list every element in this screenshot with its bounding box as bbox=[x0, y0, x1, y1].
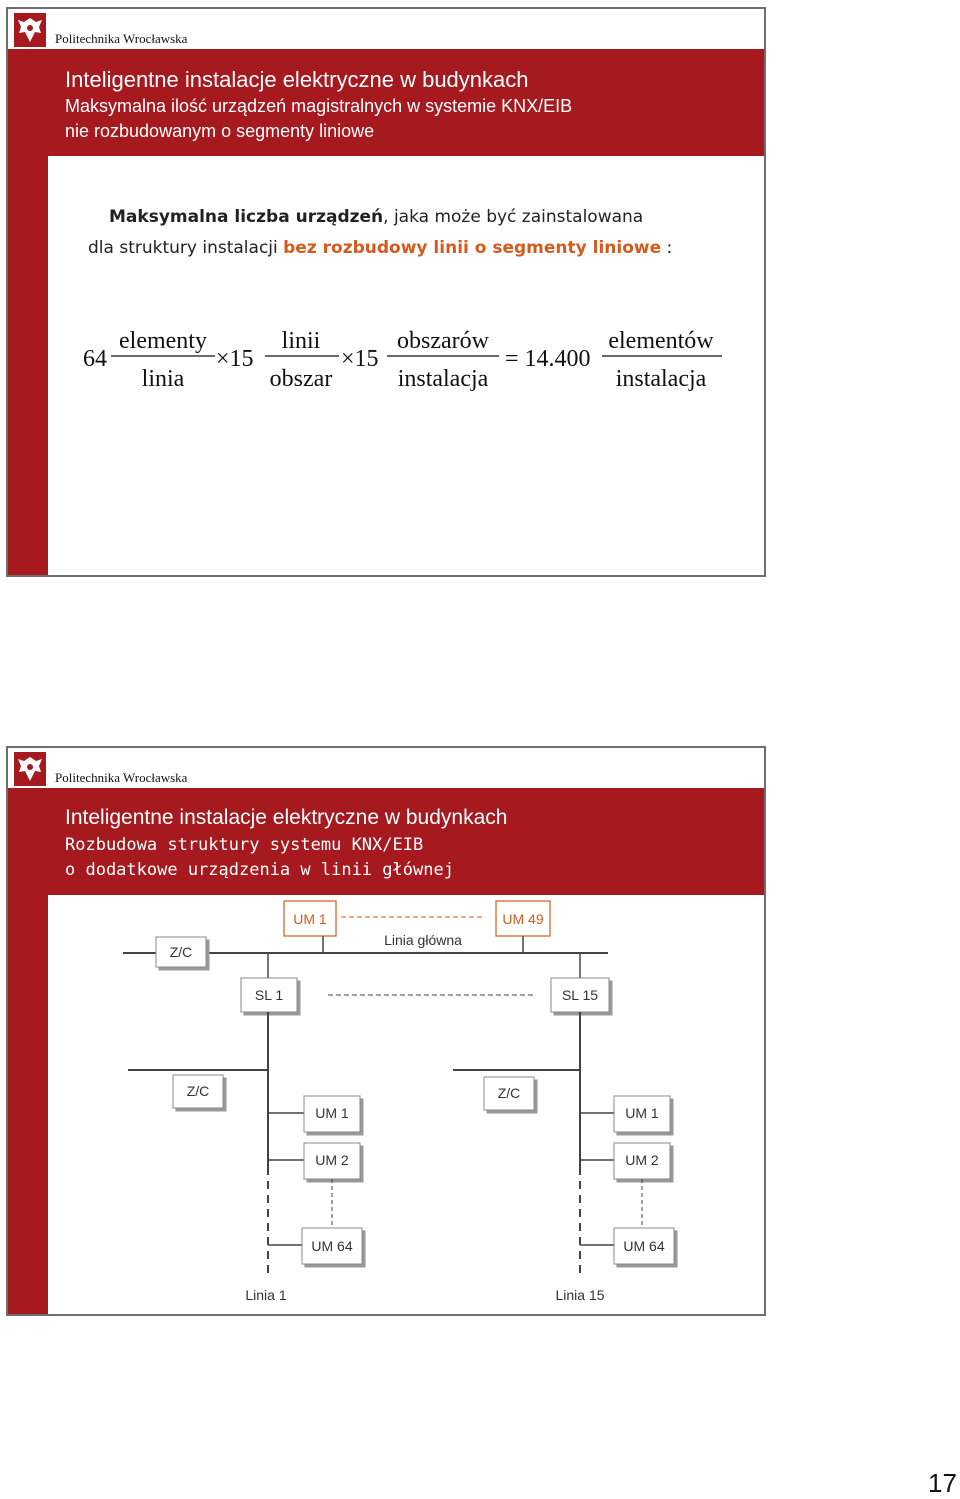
um-main-left-label: UM 1 bbox=[293, 911, 327, 927]
intro-highlight: bez rozbudowy linii o segmenty liniowe bbox=[283, 238, 662, 258]
formula-frac1-num: elementy bbox=[119, 329, 207, 354]
intro-bold: Maksymalna liczba urządzeń bbox=[109, 207, 384, 227]
um2-left-label: UM 2 bbox=[315, 1152, 349, 1168]
formula-frac2-den: obszar bbox=[269, 366, 333, 392]
university-name: Politechnika Wrocławska bbox=[55, 31, 188, 46]
line-15-label: Linia 15 bbox=[555, 1287, 605, 1303]
um1-left-label: UM 1 bbox=[315, 1105, 349, 1121]
sl-right-label: SL 15 bbox=[561, 987, 599, 1003]
zc-left-label: Z/C bbox=[186, 1083, 210, 1099]
slide-subtitle-line-1: Rozbudowa struktury systemu KNX/EIB bbox=[65, 835, 424, 855]
zc-right-label: Z/C bbox=[497, 1085, 521, 1101]
um-main-right-label: UM 49 bbox=[502, 911, 544, 927]
um64-right-label: UM 64 bbox=[623, 1238, 665, 1254]
formula-equals: = 14.400 bbox=[505, 346, 591, 372]
formula-times-1: ×15 bbox=[216, 346, 254, 372]
slide-2 bbox=[6, 746, 766, 1316]
formula-frac4-den: instalacja bbox=[615, 366, 707, 392]
slide-1 bbox=[6, 7, 766, 577]
sl-left-label: SL 1 bbox=[254, 987, 284, 1003]
zc-main-label: Z/C bbox=[169, 944, 193, 960]
formula-times-2: ×15 bbox=[341, 346, 379, 372]
sidebar-stripe bbox=[8, 788, 48, 1314]
slide-banner bbox=[48, 49, 764, 156]
slide-title: Inteligentne instalacje elektryczne w budynkach bbox=[65, 806, 508, 829]
formula-frac4-num: elementów bbox=[608, 329, 714, 354]
slide-title: Inteligentne instalacje elektryczne w budynkach bbox=[65, 67, 529, 92]
um64-left-label: UM 64 bbox=[311, 1238, 353, 1254]
intro-text bbox=[88, 202, 758, 264]
university-name: Politechnika Wrocławska bbox=[55, 770, 188, 785]
um1-right-label: UM 1 bbox=[625, 1105, 659, 1121]
formula-frac2-num: linii bbox=[281, 329, 321, 354]
slide-banner bbox=[48, 788, 764, 895]
um2-right-label: UM 2 bbox=[625, 1152, 659, 1168]
page-number: 17 bbox=[928, 1468, 957, 1498]
slide-subtitle-line-2: nie rozbudowanym o segmenty liniowe bbox=[65, 121, 375, 141]
intro-text-2: dla struktury instalacji bbox=[88, 238, 284, 258]
intro-text-1: , jaka może być zainstalowana bbox=[383, 207, 644, 227]
university-logo-icon bbox=[14, 13, 46, 47]
main-line-label: Linia główna bbox=[384, 932, 462, 948]
formula-coef: 64 bbox=[83, 346, 107, 372]
formula-frac3-num: obszarów bbox=[397, 329, 489, 354]
line-1-label: Linia 1 bbox=[245, 1287, 287, 1303]
intro-end: : bbox=[661, 238, 673, 258]
formula-frac1-den: linia bbox=[141, 366, 185, 392]
slide-subtitle-line-2: o dodatkowe urządzenia w linii głównej bbox=[65, 860, 454, 880]
formula-frac3-den: instalacja bbox=[397, 366, 489, 392]
sidebar-stripe bbox=[8, 49, 48, 575]
device-count-formula bbox=[8, 329, 764, 409]
bus-topology-diagram bbox=[48, 895, 764, 1314]
university-logo-icon bbox=[14, 752, 46, 786]
slide-subtitle-line-1: Maksymalna ilość urządzeń magistralnych w systemie KNX/EIB bbox=[65, 96, 573, 116]
